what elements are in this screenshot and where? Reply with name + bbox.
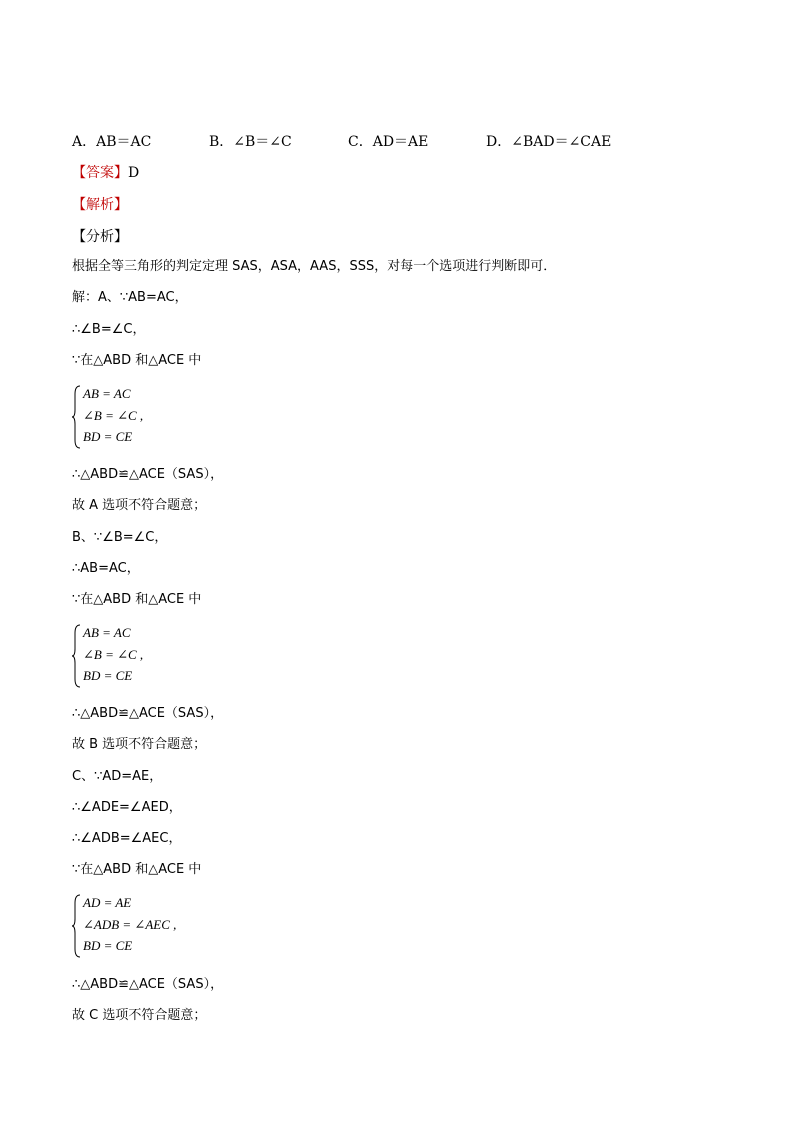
system-row: BD = CE	[83, 668, 133, 683]
system-row: ∠ADB = ∠AEC ,	[83, 917, 177, 932]
system-row: AB = AC	[83, 625, 131, 640]
equation-system-1	[72, 384, 272, 450]
system-row: BD = CE	[83, 938, 133, 953]
system-row: BD = CE	[83, 429, 133, 444]
solution-line-11: C、∵AD=AE，	[72, 769, 163, 784]
system-row: ∠B = ∠C ,	[83, 408, 144, 423]
solution-line-7: ∴AB=AC，	[72, 561, 140, 576]
answer-tag: 【答案】	[72, 165, 128, 181]
brace-icon	[72, 623, 82, 689]
solution-line-3: ∵在△ABD 和△ACE 中	[72, 353, 202, 368]
option-c: C．AD＝AE	[348, 134, 429, 150]
solution-line-5: 故 A 选项不符合题意；	[72, 498, 207, 513]
solution-line-6: B、∵∠B=∠C，	[72, 530, 168, 545]
answer-value: D	[128, 165, 140, 181]
solution-line-1: 解：A、∵AB=AC，	[72, 290, 188, 305]
solution-line-13: ∴∠ADB=∠AEC，	[72, 831, 182, 846]
solution-line-14: ∵在△ABD 和△ACE 中	[72, 862, 202, 877]
brace-icon	[72, 893, 82, 959]
fenxi-tag: 【分析】	[72, 229, 128, 245]
fenxi-text: 根据全等三角形的判定定理 SAS，ASA，AAS，SSS，对每一个选项进行判断即可．	[72, 259, 557, 274]
analysis-tag: 【解析】	[72, 197, 128, 213]
solution-line-2: ∴∠B=∠C，	[72, 322, 146, 337]
solution-line-16: 故 C 选项不符合题意；	[72, 1008, 207, 1023]
option-b: B．∠B＝∠C	[209, 134, 292, 150]
answer-line	[72, 164, 139, 182]
option-a: A．AB＝AC	[72, 134, 152, 150]
solution-line-12: ∴∠ADE=∠AED，	[72, 800, 182, 815]
solution-line-15: ∴△ABD≌△ACE（SAS），	[72, 977, 224, 992]
solution-line-10: 故 B 选项不符合题意；	[72, 737, 207, 752]
brace-icon	[72, 384, 82, 450]
system-row: AD = AE	[83, 895, 132, 910]
equation-system-2	[72, 623, 272, 689]
solution-line-9: ∴△ABD≌△ACE（SAS），	[72, 706, 224, 721]
system-row: AB = AC	[83, 386, 131, 401]
solution-line-8: ∵在△ABD 和△ACE 中	[72, 592, 202, 607]
system-row: ∠B = ∠C ,	[83, 647, 144, 662]
option-d: D．∠BAD＝∠CAE	[486, 134, 612, 150]
equation-system-3	[72, 893, 272, 959]
solution-line-4: ∴△ABD≌△ACE（SAS），	[72, 467, 224, 482]
